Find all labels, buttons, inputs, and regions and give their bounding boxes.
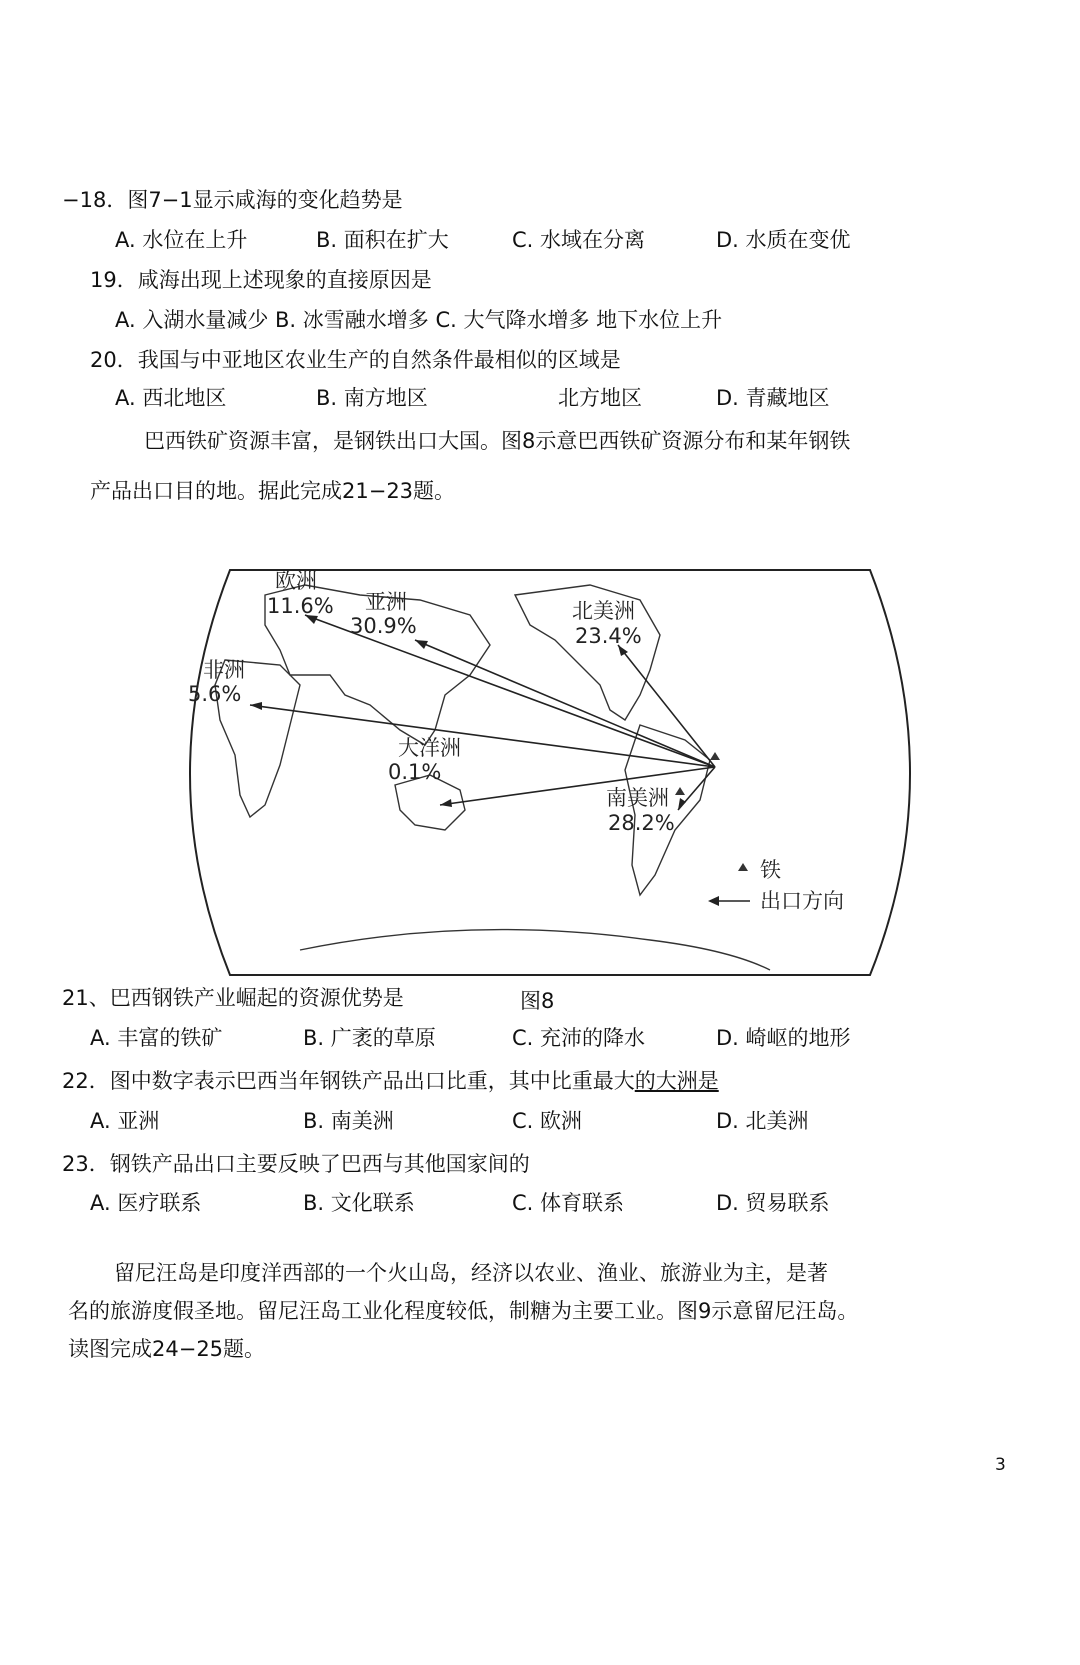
q20-stem: 20．我国与中亚地区农业生产的自然条件最相似的区域是 bbox=[90, 348, 621, 372]
label-asia-name: 亚洲 bbox=[365, 590, 407, 614]
legend-arrow-head bbox=[708, 896, 719, 906]
q22-option-c: C. 欧洲 bbox=[512, 1109, 583, 1133]
q23-stem: 23．钢铁产品出口主要反映了巴西与其他国家间的 bbox=[62, 1152, 530, 1176]
q22-stem-underlined: 的大洲是 bbox=[634, 1069, 719, 1093]
q21-option-c: C. 充沛的降水 bbox=[512, 1026, 646, 1050]
q18-stem: −18．图7−1显示咸海的变化趋势是 bbox=[62, 188, 403, 212]
passage2-line3: 读图完成24−25题。 bbox=[68, 1337, 266, 1361]
label-south-america-share: 28.2% bbox=[608, 811, 675, 835]
label-europe-name: 欧洲 bbox=[275, 569, 317, 593]
label-africa-share: 5.6% bbox=[188, 682, 242, 706]
q22-option-b: B. 南美洲 bbox=[303, 1109, 394, 1133]
passage1-line2: 产品出口目的地。据此完成21−23题。 bbox=[90, 479, 456, 503]
page-number: 3 bbox=[995, 1455, 1006, 1475]
arrow-africa bbox=[250, 705, 715, 767]
iron-ore-symbol bbox=[675, 787, 685, 795]
iron-ore-symbol bbox=[710, 752, 720, 760]
label-oceania-share: 0.1% bbox=[388, 760, 442, 784]
continent-antarctica bbox=[300, 930, 770, 970]
q22-option-d: D. 北美洲 bbox=[716, 1109, 809, 1133]
q23-option-b: B. 文化联系 bbox=[303, 1191, 415, 1215]
passage1-line1: 巴西铁矿资源丰富，是钢铁出口大国。图8示意巴西铁矿资源分布和某年钢铁 bbox=[144, 429, 851, 453]
q21-option-b: B. 广袤的草原 bbox=[303, 1026, 436, 1050]
label-europe-share: 11.6% bbox=[267, 594, 334, 618]
q21-option-a: A. 丰富的铁矿 bbox=[90, 1026, 223, 1050]
legend-iron-icon bbox=[738, 863, 748, 871]
q21-option-d: D. 崎岖的地形 bbox=[716, 1026, 851, 1050]
q22-stem bbox=[62, 1066, 719, 1096]
legend-export-label: 出口方向 bbox=[760, 889, 844, 913]
label-asia-share: 30.9% bbox=[350, 614, 417, 638]
continent-south-america bbox=[625, 725, 710, 895]
q21-stem: 21、巴西钢铁产业崛起的资源优势是 bbox=[62, 986, 404, 1010]
map-frame bbox=[190, 570, 910, 975]
q20-option-a: A. 西北地区 bbox=[115, 386, 227, 410]
q19-options: A. 入湖水量减少 B. 冰雪融水增多 C. 大气降水增多 地下水位上升 bbox=[115, 308, 723, 332]
q18-option-b: B. 面积在扩大 bbox=[316, 228, 449, 252]
q20-option-b: B. 南方地区 bbox=[316, 386, 428, 410]
figure8-caption: 图8 bbox=[520, 989, 555, 1013]
label-north-america-share: 23.4% bbox=[575, 624, 642, 648]
q23-option-c: C. 体育联系 bbox=[512, 1191, 625, 1215]
label-africa-name: 非洲 bbox=[203, 658, 245, 682]
arrowhead-oceania bbox=[440, 799, 452, 807]
q18-option-d: D. 水质在变优 bbox=[716, 228, 851, 252]
passage2-line1: 留尼汪岛是印度洋西部的一个火山岛，经济以农业、渔业、旅游业为主，是著 bbox=[114, 1261, 828, 1285]
arrow-oceania bbox=[440, 767, 715, 805]
q20-option-d: D. 青藏地区 bbox=[716, 386, 830, 410]
q19-stem: 19．咸海出现上述现象的直接原因是 bbox=[90, 268, 432, 292]
figure8-world-map bbox=[170, 555, 930, 995]
q23-option-d: D. 贸易联系 bbox=[716, 1191, 830, 1215]
arrowhead-south-america bbox=[678, 798, 686, 810]
q23-option-a: A. 医疗联系 bbox=[90, 1191, 202, 1215]
label-oceania-name: 大洋洲 bbox=[398, 736, 461, 760]
passage2-line2: 名的旅游度假圣地。留尼汪岛工业化程度较低，制糖为主要工业。图9示意留尼汪岛。 bbox=[68, 1299, 859, 1323]
q18-option-c: C. 水域在分离 bbox=[512, 228, 646, 252]
q22-option-a: A. 亚洲 bbox=[90, 1109, 160, 1133]
q22-stem-main: 22．图中数字表示巴西当年钢铁产品出口比重，其中比重最大 bbox=[62, 1069, 635, 1093]
q20-option-c: 北方地区 bbox=[558, 386, 642, 410]
q18-option-a: A. 水位在上升 bbox=[115, 228, 248, 252]
label-north-america-name: 北美洲 bbox=[572, 599, 635, 623]
legend-iron-label: 铁 bbox=[760, 858, 781, 882]
arrowhead-asia bbox=[415, 640, 428, 649]
label-south-america-name: 南美洲 bbox=[606, 786, 669, 810]
